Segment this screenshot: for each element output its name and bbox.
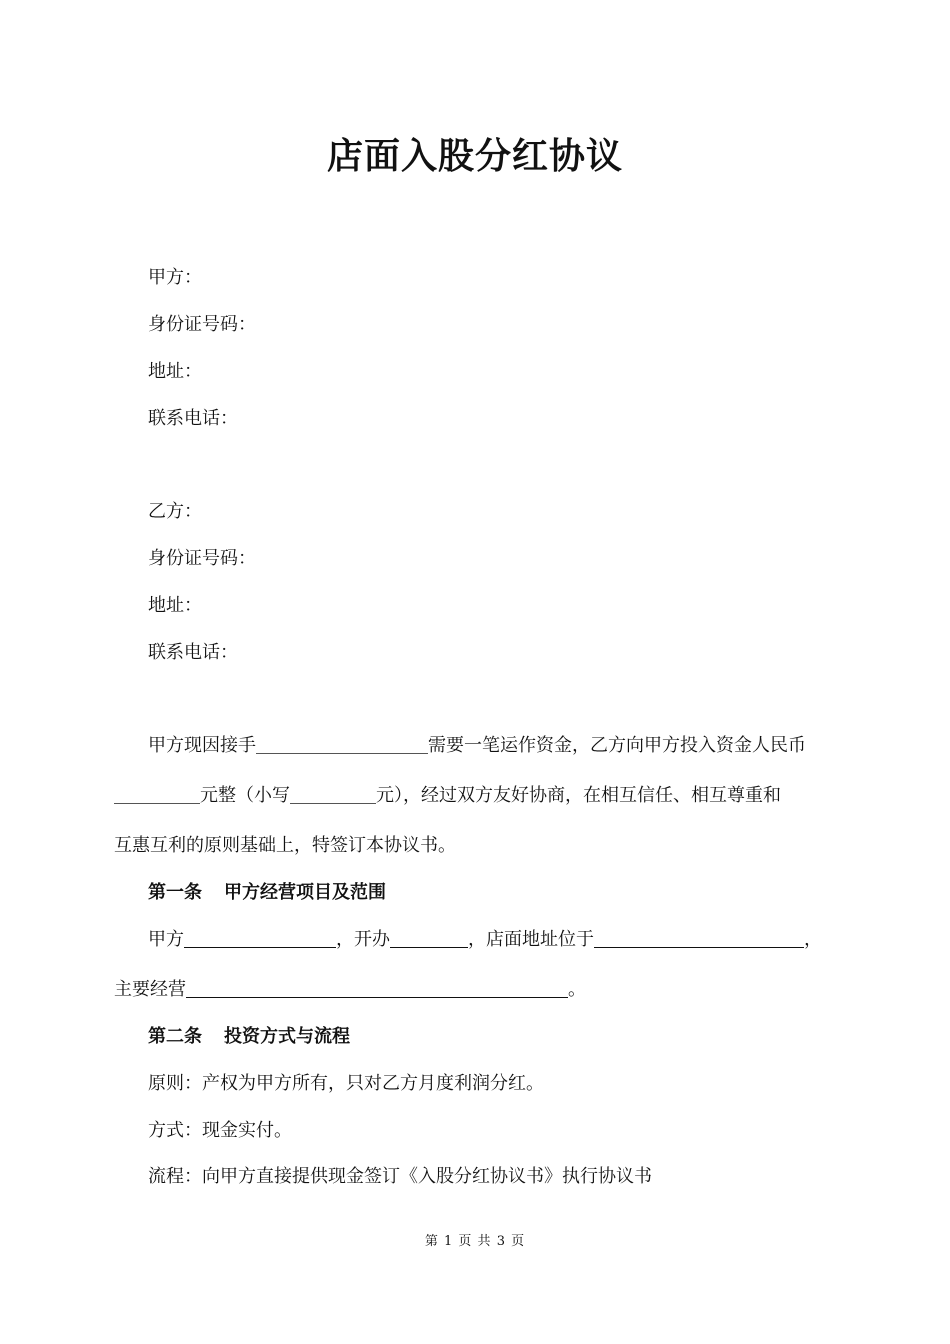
- article-1-line-1: [148, 928, 822, 952]
- preamble-text: 需要一笔运作资金，乙方向甲方投入资金人民币: [428, 735, 806, 756]
- preamble-text: 元整（小写: [200, 785, 290, 806]
- article-2-method: 方式：现金实付。: [148, 1120, 292, 1141]
- article-1-title: 甲方经营项目及范围: [224, 882, 386, 903]
- article-1-heading: [148, 881, 386, 905]
- shop-blank[interactable]: [390, 929, 468, 948]
- party-b-phone-label: 联系电话：: [148, 642, 238, 663]
- preamble-line-1: [148, 734, 806, 758]
- preamble-text: 元），经过双方友好协商，在相互信任、相互尊重和: [376, 785, 781, 806]
- article-2-title: 投资方式与流程: [224, 1026, 350, 1047]
- article-2-process: 流程：向甲方直接提供现金签订《入股分红协议书》执行协议书: [148, 1166, 652, 1187]
- page-footer: 第 1 页 共 3 页: [424, 1234, 526, 1249]
- preamble-line-3: 互惠互利的原则基础上，特签订本协议书。: [114, 835, 456, 856]
- amount-capital-blank[interactable]: [114, 785, 200, 804]
- party-a-id-label: 身份证号码：: [148, 314, 256, 335]
- article-1-text: 。: [568, 979, 586, 1000]
- preamble-line-2: [114, 784, 781, 808]
- party-b-address-label: 地址：: [148, 595, 202, 616]
- amount-numeric-blank[interactable]: [290, 785, 376, 804]
- main-business-blank[interactable]: [186, 979, 568, 998]
- article-1-text: ，开办: [336, 929, 390, 950]
- article-1-number: 第一条: [148, 882, 202, 903]
- article-2-principle: 原则：产权为甲方所有，只对乙方月度利润分红。: [148, 1073, 544, 1094]
- article-1-text: 主要经营: [114, 979, 186, 1000]
- article-1-text: 甲方: [148, 929, 184, 950]
- shop-address-blank[interactable]: [594, 929, 804, 948]
- party-a-phone-label: 联系电话：: [148, 408, 238, 429]
- party-b-id-label: 身份证号码：: [148, 548, 256, 569]
- article-1-text: ，店面地址位于: [468, 929, 594, 950]
- article-2-number: 第二条: [148, 1026, 202, 1047]
- article-1-line-2: [114, 978, 586, 1002]
- party-b-name-label: 乙方：: [148, 501, 202, 522]
- document-title: 店面入股分红协议: [326, 135, 623, 177]
- preamble-text: 甲方现因接手: [148, 735, 256, 756]
- article-1-text: ，: [804, 929, 822, 950]
- party-a-name-label: 甲方：: [148, 267, 202, 288]
- operator-blank[interactable]: [184, 929, 336, 948]
- article-2-heading: [148, 1025, 350, 1049]
- party-a-address-label: 地址：: [148, 361, 202, 382]
- business-blank[interactable]: [256, 735, 428, 754]
